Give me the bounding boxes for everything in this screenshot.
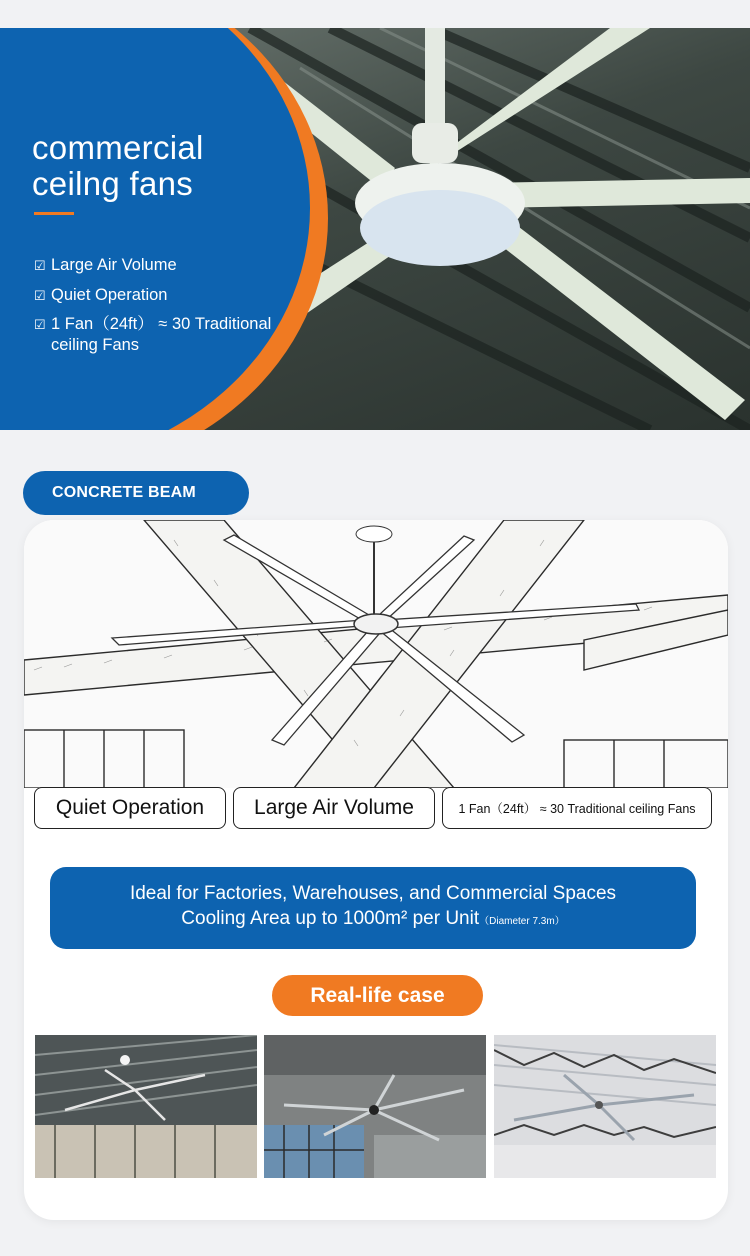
hero-title-line: commercial (32, 129, 204, 166)
feature-item (34, 314, 304, 356)
section-label-pill: CONCRETE BEAM (23, 471, 249, 515)
info-line-2 (50, 906, 696, 934)
real-life-case-pill: Real-life case (272, 975, 483, 1016)
checkmark-icon: ☑ (34, 288, 46, 303)
info-banner (50, 867, 696, 949)
title-accent-bar (34, 212, 74, 215)
tag-fan-equivalence: 1 Fan（24ft） ≈ 30 Traditional ceiling Fans (442, 787, 712, 829)
tag-large-air-volume: Large Air Volume (233, 787, 435, 829)
fan-sketch-illustration (24, 520, 728, 788)
feature-item (34, 285, 167, 306)
tag-quiet-operation: Quiet Operation (34, 787, 226, 829)
info-line-2-text: Cooling Area up to 1000m² per Unit (181, 908, 480, 929)
case-photo (264, 1035, 486, 1178)
case-photo (494, 1035, 716, 1178)
case-photo (35, 1035, 257, 1178)
feature-text: Large Air Volume (51, 256, 177, 274)
hero-banner (0, 28, 750, 430)
hero-title (32, 130, 204, 202)
feature-text: 1 Fan（24ft） ≈ 30 Traditional ceiling Fans (51, 315, 272, 354)
info-line-1: Ideal for Factories, Warehouses, and Commercial Spaces (129, 883, 617, 904)
checkmark-icon: ☑ (34, 258, 46, 273)
feature-text: Quiet Operation (51, 286, 168, 304)
hero-title-line: ceilng fans (32, 165, 194, 202)
checkmark-icon: ☑ (34, 317, 46, 332)
info-line-2-note: （Diameter 7.3m） (479, 916, 565, 927)
feature-item (34, 255, 177, 276)
